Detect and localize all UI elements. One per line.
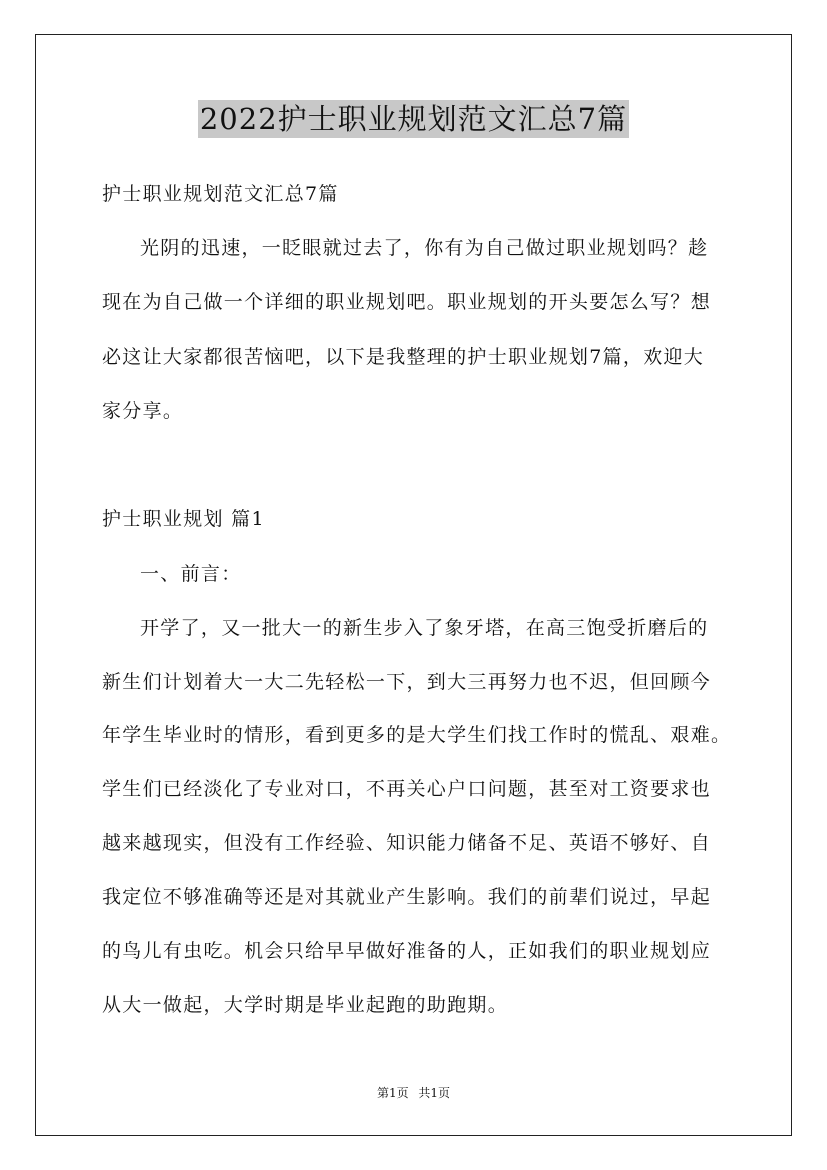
page-number: 第1页 <box>376 1086 409 1100</box>
body-line: 我定位不够准确等还是对其就业产生影响。我们的前辈们说过，早起 <box>102 886 712 908</box>
intro-line: 家分享。 <box>102 400 184 422</box>
body-line: 学生们已经淡化了专业对口，不再关心户口问题，甚至对工资要求也 <box>102 778 712 800</box>
document-title: 2022护士职业规划范文汇总7篇 <box>199 102 628 136</box>
body-line: 的鸟儿有虫吃。机会只给早早做好准备的人，正如我们的职业规划应 <box>102 940 712 962</box>
body-line: 从大一做起，大学时期是毕业起跑的助跑期。 <box>102 994 509 1016</box>
intro-line: 必这让大家都很苦恼吧，以下是我整理的护士职业规划7篇，欢迎大 <box>102 346 705 368</box>
intro-line: 现在为自己做一个详细的职业规划吧。职业规划的开头要怎么写？想 <box>102 291 712 313</box>
body-line: 新生们计划着大一大二先轻松一下，到大三再努力也不迟，但回顾今 <box>102 671 712 693</box>
section-heading: 护士职业规划 篇1 <box>102 508 265 530</box>
body-line: 年学生毕业时的情形，看到更多的是大学生们找工作时的慌乱、艰难。 <box>102 724 732 746</box>
intro-line: 光阴的迅速，一眨眼就过去了，你有为自己做过职业规划吗？趁 <box>140 237 709 259</box>
page-total: 共1页 <box>418 1086 451 1100</box>
page-footer <box>0 1086 827 1100</box>
body-line: 开学了，又一批大一的新生步入了象牙塔，在高三饱受折磨后的 <box>140 617 709 639</box>
subsection-heading: 一、前言： <box>140 563 242 585</box>
document-subtitle: 护士职业规划范文汇总7篇 <box>102 183 339 205</box>
body-line: 越来越现实，但没有工作经验、知识能力储备不足、英语不够好、自 <box>102 832 712 854</box>
title-container <box>0 100 827 138</box>
